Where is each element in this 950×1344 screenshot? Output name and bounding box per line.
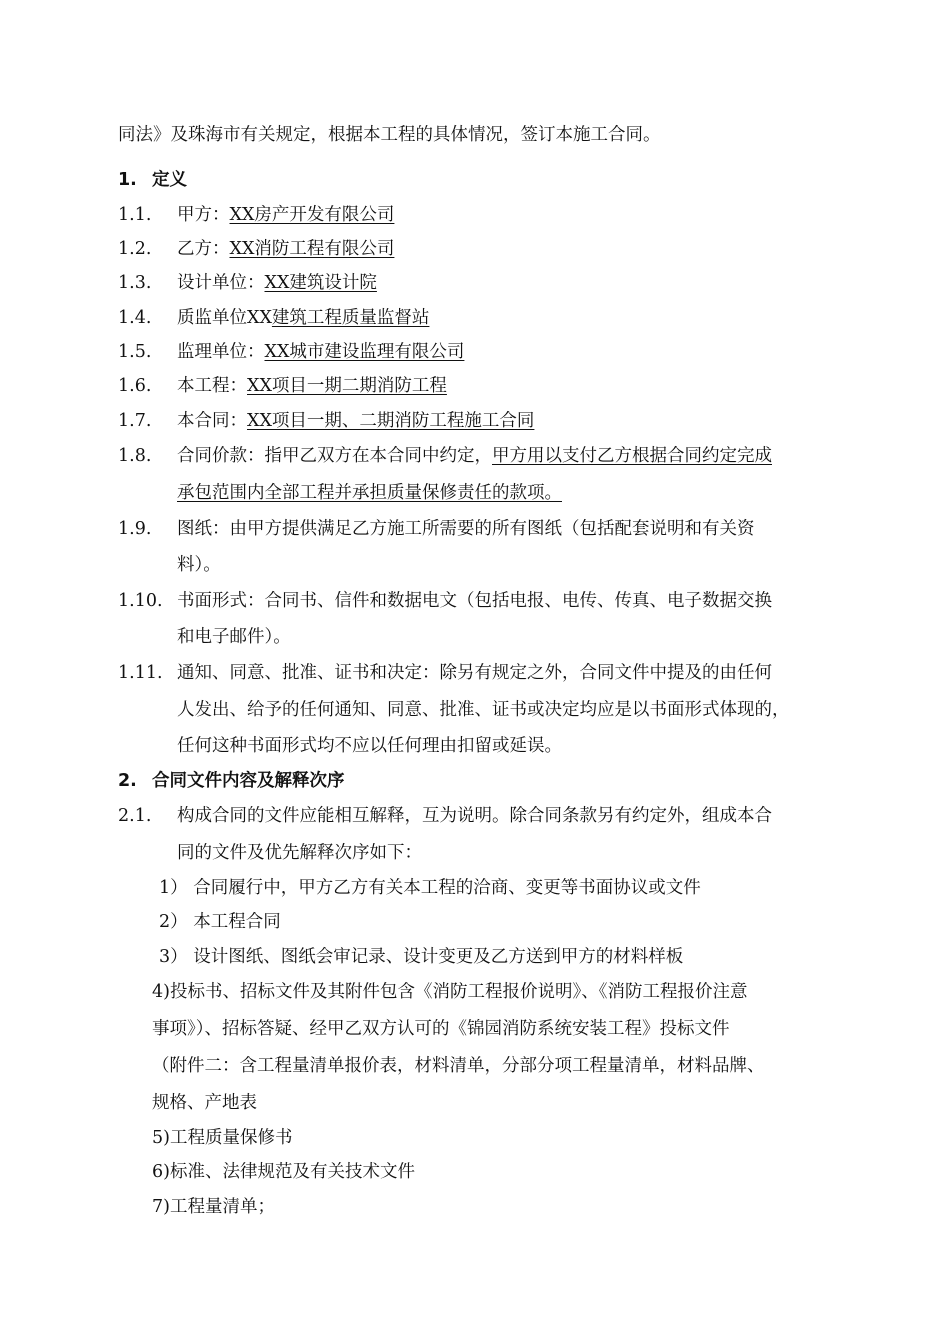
item-label: 甲方： xyxy=(177,205,230,225)
item-text xyxy=(177,374,447,398)
item-text: 构成合同的文件应能相互解释，互为说明。除合同条款另有约定外，组成本合 xyxy=(177,806,772,826)
item-value: XX房产开发有限公司 xyxy=(229,205,395,225)
item-number: 1.3. xyxy=(118,273,152,293)
item-text xyxy=(177,237,394,261)
item-text xyxy=(177,203,394,227)
item-number: 1.4. xyxy=(118,308,152,328)
item-value-continued: 承包范围内全部工程并承担质量保修责任的款项。 xyxy=(177,483,562,503)
item-value: XX建筑设计院 xyxy=(264,273,377,293)
section-1-title: 定义 xyxy=(152,170,187,190)
list-item-continued: 规格、产地表 xyxy=(152,1093,257,1113)
item-label: 监理单位： xyxy=(177,342,265,362)
item-text xyxy=(177,340,464,364)
list-item: 3） 设计图纸、图纸会审记录、设计变更及乙方送到甲方的材料样板 xyxy=(159,947,684,967)
item-text xyxy=(177,271,377,295)
item-value: 甲方用以支付乙方根据合同约定完成 xyxy=(492,446,772,466)
item-number: 1.8. xyxy=(118,446,152,466)
list-item: 4)投标书、招标文件及其附件包含《消防工程报价说明》、《消防工程报价注意 xyxy=(152,982,748,1002)
item-number: 1.10. xyxy=(118,591,163,611)
section-1-number: 1. xyxy=(118,170,137,190)
item-value: XX消防工程有限公司 xyxy=(229,239,395,259)
item-text: 图纸：由甲方提供满足乙方施工所需要的所有图纸（包括配套说明和有关资 xyxy=(177,519,755,539)
item-number: 1.7. xyxy=(118,411,152,431)
section-2-number: 2. xyxy=(118,771,137,791)
item-text-continued: 同的文件及优先解释次序如下： xyxy=(177,843,422,863)
item-label: 本合同： xyxy=(177,411,247,431)
item-text: 书面形式：合同书、信件和数据电文（包括电报、电传、传真、电子数据交换 xyxy=(177,591,772,611)
item-value: XX项目一期二期消防工程 xyxy=(247,376,447,396)
list-item: 1） 合同履行中，甲方乙方有关本工程的洽商、变更等书面协议或文件 xyxy=(159,878,701,898)
item-value: XX项目一期、二期消防工程施工合同 xyxy=(247,411,535,431)
item-number: 1.1. xyxy=(118,205,152,225)
item-number: 1.2. xyxy=(118,239,152,259)
item-text xyxy=(177,409,534,433)
item-label: 设计单位： xyxy=(177,273,265,293)
item-number: 1.6. xyxy=(118,376,152,396)
list-item: 5)工程质量保修书 xyxy=(152,1128,293,1148)
intro-text: 同法》及珠海市有关规定，根据本工程的具体情况，签订本施工合同。 xyxy=(118,125,661,145)
item-value: XX城市建设监理有限公司 xyxy=(264,342,465,362)
list-item-continued: （附件二：含工程量清单报价表，材料清单，分部分项工程量清单，材料品牌、 xyxy=(152,1056,765,1076)
item-label: 质监单位XX xyxy=(177,308,272,328)
list-item-continued: 事项》）、招标答疑、经甲乙双方认可的《锦园消防系统安装工程》投标文件 xyxy=(152,1019,730,1039)
item-text-continued: 料）。 xyxy=(177,555,221,575)
section-2-title: 合同文件内容及解释次序 xyxy=(152,771,345,791)
item-label: 乙方： xyxy=(177,239,230,259)
item-label: 本工程： xyxy=(177,376,247,396)
item-number: 1.9. xyxy=(118,519,152,539)
item-text-continued: 和电子邮件）。 xyxy=(177,627,291,647)
item-value: 建筑工程质量监督站 xyxy=(271,308,430,328)
item-text xyxy=(177,306,429,330)
item-number: 1.11. xyxy=(118,663,163,683)
item-text: 通知、同意、批准、证书和决定：除另有规定之外，合同文件中提及的由任何 xyxy=(177,663,772,683)
item-text-continued: 人发出、给予的任何通知、同意、批准、证书或决定均应是以书面形式体现的， xyxy=(177,700,790,720)
item-number: 1.5. xyxy=(118,342,152,362)
item-text xyxy=(177,444,772,468)
item-number: 2.1. xyxy=(118,806,152,826)
item-label: 合同价款：指甲乙双方在本合同中约定， xyxy=(177,446,492,466)
item-text-continued: 任何这种书面形式均不应以任何理由扣留或延误。 xyxy=(177,736,562,756)
list-item: 6)标准、法律规范及有关技术文件 xyxy=(152,1162,415,1182)
list-item: 2） 本工程合同 xyxy=(159,912,281,932)
list-item: 7)工程量清单； xyxy=(152,1197,275,1217)
